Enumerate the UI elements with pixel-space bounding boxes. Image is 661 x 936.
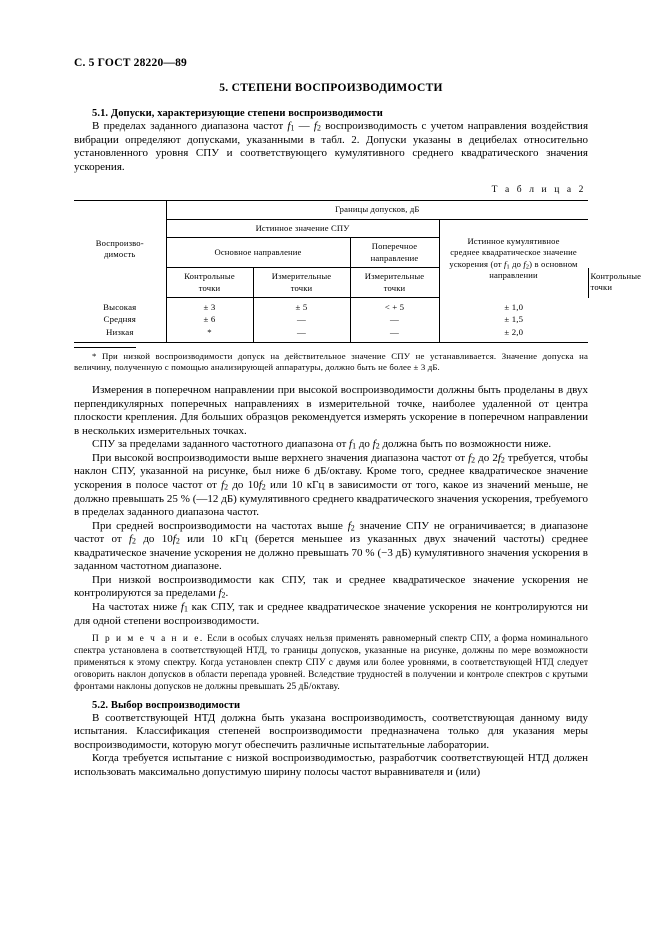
paragraph-low-part-b: . [225,587,229,600]
header-cumulative-line1: Истинное кумулятивное [467,235,560,246]
symbol-f1-sub: 1 [183,604,188,614]
symbol-f2d-sub: 2 [261,482,266,492]
cell-cumulative: ± 2,0 [439,326,588,342]
paragraph-below-part-b: как СПУ, так и среднее квадратическое значение ускорения не контролируются ни для одной степени воспроизводимости. [74,600,589,627]
symbol-f2: f [347,519,351,532]
header-control-points-line2: точки [198,282,221,293]
symbol-f2-sub: 2 [375,442,380,452]
header-cell-control-points [166,268,253,298]
paragraph-below-part-a: На частотах ниже [92,600,181,613]
header-cumulative-line3b: ) в основном [529,258,578,269]
paragraph-spu-part-b: должна быть по возможности ниже. [379,438,552,451]
formula-f1-f2 [287,120,321,132]
cell-control: ± 3 [166,298,253,314]
symbol-f2b-sub: 2 [500,455,505,465]
subsection-title-5-1: 5.1. Допуски, характеризующие степени воспроизводимости [92,108,383,119]
header-reproducibility-line2: димость [104,249,136,260]
paragraph-intro [74,120,588,174]
header-cell-main-direction: Основное направление [166,238,350,268]
header-reproducibility-line1: Воспроизво- [95,237,144,248]
table-header-row-1 [74,201,588,220]
table-header-row-4: Контрольные точки Измерительные точки Измерительные точки Контрольные точки [74,268,588,298]
paragraph-high-part-a: При высокой воспроизводимости выше верхнего значения диапазона частот от [92,451,469,464]
cell-control: ± 6 [166,314,253,326]
symbol-f1-table: f [504,258,507,269]
symbol-f2e-sub: 2 [132,536,136,546]
paragraph-high-part-b: требуется, чтобы наклон СПУ, указанной на рисунке, был ниже 6 дБ/октаву. Кроме того, среднее квадратическое значение ускорения в полосе частот от [74,451,588,492]
header-transverse-line1: Поперечное [371,241,418,252]
header-cumulative-line3a: ускорения (от [449,258,504,269]
symbol-f2f: f [172,533,176,546]
table-footnote: * При низкой воспроизводимости допуск на действительное значение СПУ не устанавливается. Значение допуска на величину, полученную с помощью анализирующей аппаратуры, должно быть не более ± 3 дБ. [74,350,588,372]
symbol-f1-table-sub: 1 [506,263,510,271]
symbol-f2: f [372,438,376,451]
cell-control: * [166,326,253,342]
header-control-points-line1: Контрольные [184,271,235,282]
row-label: Высокая [103,301,137,312]
cell-cumulative: ± 1,0 [439,298,588,314]
footnote-divider [74,347,136,348]
symbol-dash: — [294,120,314,132]
symbol-do-table: до [509,258,524,269]
row-label: Средняя [103,314,136,325]
paragraph-low-reproducibility [74,574,588,601]
header-cumulative-line2: среднее квадратическое значение [450,247,577,258]
page-title: 5. СТЕПЕНИ ВОСПРОИЗВОДИМОСТИ [219,82,443,94]
symbol-f2: f [468,451,472,464]
running-head: С. 5 ГОСТ 28220—89 [74,57,187,69]
cell-measure: — [253,314,350,326]
note-body: Если в особых случаях нельзя применять равномерный спектр СПУ, а форма номинального спектра установлена в соответствующей НТД, то границы допусков, указанные на рисунке, должны по мере возможности применяться к этому спектру. Когда установлен спектр СПУ с двумя или более уровнями, в соответствующей НТД следует оговорить наклон допусков в области перепада уровней. Вследствие трудностей в получении и контроле спектров с крутыми фронтами наклоны допусков не должны превышать 25 дБ/октаву. [74,634,589,692]
cell-transverse: — [350,326,439,342]
paragraph-mid-part-b: значение СПУ не ограничивается; в диапазоне частот от [74,519,588,546]
symbol-10f2: $10f_2$ [247,479,266,492]
tolerance-table [74,200,642,343]
formula-f2 [348,520,355,532]
symbol-do: до [475,451,493,464]
header-measure-points-line1: Измерительные [271,271,332,282]
symbol-f1: f [349,438,353,451]
header-cell-transverse-direction [350,238,439,268]
symbol-2f2: $2f_2$ [492,451,505,465]
cell-transverse: < + 5 [350,298,439,314]
paragraph-low-part-a: При низкой воспроизводимости как СПУ, так и среднее квадратическое значение ускорения не контролируются за пределами [74,573,588,600]
table-row [74,314,588,326]
symbol-f2-table: f [523,258,526,269]
note-paragraph [74,634,588,694]
header-cell-measure-points [253,268,350,298]
header-cell-cumulative [439,219,588,298]
symbol-f2e: f [128,533,133,546]
symbol-f2: f [218,587,222,600]
paragraph-52-2: Когда требуется испытание с низкой воспроизводимостью, разработчик соответствующей НТД должен использовать максимально допустимую ширину полосы частот выравнивателя и (или) [74,752,588,778]
paragraph-intro-part-a: В пределах заданного диапазона частот [92,120,288,132]
row-label: Низкая [74,326,166,342]
symbol-f2b: f [497,451,501,464]
symbol-f1: f [287,120,291,132]
paragraph-spu-part-a: СПУ за пределами заданного частотного диапазона от [92,438,350,451]
paragraph-below-f1 [74,601,588,628]
paragraph-spu-range [74,438,588,452]
subsection-title-5-2: 5.2. Выбор воспроизводимости [92,699,241,711]
symbol-f2-sub: 2 [316,123,321,133]
table-footnote-block [74,347,588,373]
symbol-do: до [356,438,373,451]
header-cumulative-line4: направлении [489,270,538,281]
table-caption: Т а б л и ц а 2 [491,185,586,196]
symbol-f2-sub: 2 [471,455,476,465]
paragraph-mid-part-c: или 10 кГц (берется меньшее из указанных двух значений частоты) среднее квадратическое значение ускорения не должно превышать 70 % (−3 дБ) кумулятивного значения ускорения в заданном частотном диапазоне. [74,533,588,573]
symbol-do3: до [135,533,162,546]
paragraph-intro-part-b: воспроизводимость с учетом направления воздействия вибрации определяют допусками, указанными в табл. 2. Допуски указаны в децибелах относительно установленного уровня СПУ и соответствующего кумулятивного среднего квадратического значения ускорения. [74,120,589,173]
symbol-f1-sub: 1 [352,442,357,452]
header-cell-limits: Границы допусков, дБ [166,201,588,220]
symbol-f1-sub: 1 [290,123,295,133]
page-content [74,82,642,779]
symbol-f2-table-sub: 2 [525,263,530,271]
header-measure-points-t-line1: Измерительные [364,271,425,282]
paragraph-high-part-c: или 10 кГц в зависимости от того, какое из значений меньше, не должно превышать 25 % (—12 дБ) кумулятивного среднего квадратического значения ускорения, требуемого в пределах заданного диапазона частот. [74,479,589,519]
header-measure-points-line2: точки [290,282,313,293]
symbol-f2-sub: 2 [221,591,226,601]
paragraph-transverse: Измерения в поперечном направлении при высокой воспроизводимости должны быть проделаны в двух перпендикулярных поперечных направлениях в измерительной точке, наиболее удаленной от центра плоскости крепления. Для больших образцов рекомендуется измерять ускорение в поперечном направлении в нескольких измерительных точках. [74,384,588,437]
table-row [74,298,588,314]
paragraph-medium-reproducibility [74,520,588,574]
formula-f1-below [181,601,188,613]
note-label: П р и м е ч а н и е. [92,634,204,645]
symbol-f2: f [313,120,317,132]
symbol-f2d: f [258,479,262,492]
cell-measure: — [253,326,350,342]
cell-transverse: — [350,314,439,326]
symbol-do2: до [228,479,248,492]
symbol-f2-sub: 2 [350,523,355,533]
symbol-f2c: f [221,479,225,492]
header-cell-true-spu: Истинное значение СПУ [166,219,439,238]
symbol-f2f-sub: 2 [175,536,180,546]
table-row [74,326,588,342]
formula-f2-to-2f2 [468,452,505,464]
header-transverse-line2: направление [370,252,419,263]
header-cell-reproducibility [74,201,166,298]
paragraph-52-1: В соответствующей НТД должна быть указана воспроизводимость, соответствующая данному виду испытания. Классификация степеней воспроизводимости предназначена только для указания меры воспроизводимости, которую могут обеспечить различные испытательные лаборатории. [74,711,588,751]
header-measure-points-t-line2: точки [383,282,406,293]
paragraph-high-reproducibility [74,452,588,520]
header-cell-measure-points-transverse [350,268,439,298]
symbol-f1: f [180,600,184,613]
formula-f1-to-f2 [349,438,380,450]
cell-measure: ± 5 [253,298,350,314]
formula-f2-to-10f2-mid [129,533,180,545]
cell-cumulative: ± 1,5 [439,314,588,326]
paragraph-mid-part-a: При средней воспроизводимости на частотах выше [92,519,348,532]
symbol-10f2-mid: $10f_2$ [161,533,180,546]
formula-f2-to-10f2 [221,479,266,491]
symbol-f2c-sub: 2 [224,482,229,492]
